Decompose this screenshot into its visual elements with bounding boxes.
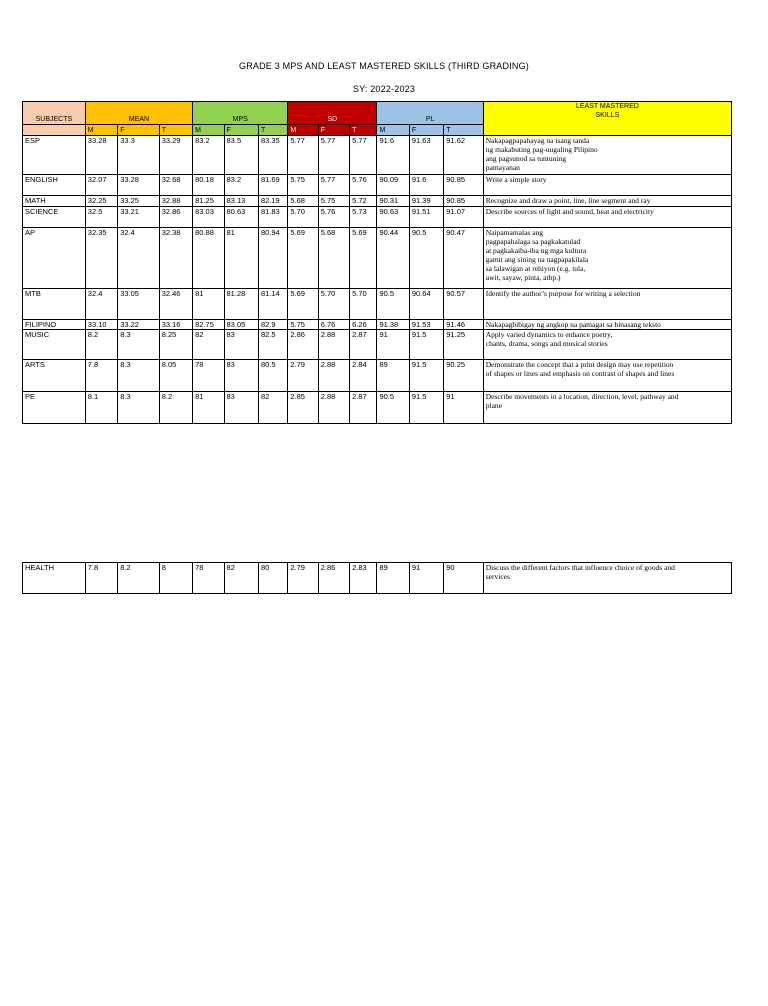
least-mastered-skill-cell: Recognize and draw a point, line, line segment and ray	[483, 196, 731, 207]
mps-m-cell: 80.88	[193, 228, 224, 289]
header-mps-m: M	[193, 125, 224, 136]
mps-m-cell: 81	[193, 289, 224, 320]
mps-m-cell: 78	[193, 360, 224, 392]
mean-m-cell: 32.35	[85, 228, 117, 289]
least-mastered-skill-cell: Apply varied dynamics to enhance poetry, chants, drama, songs and musical stories	[483, 330, 731, 360]
header-mean: MEAN	[85, 102, 192, 125]
sd-t-cell: 5.73	[350, 207, 377, 228]
pl-f-cell: 91.53	[409, 320, 443, 330]
mean-f-cell: 33.25	[118, 196, 160, 207]
table-row	[23, 289, 732, 320]
sd-f-cell: 5.68	[318, 228, 349, 289]
sd-f-cell: 2.86	[318, 563, 349, 594]
mps-f-cell: 81	[224, 228, 258, 289]
pl-f-cell: 91.5	[409, 392, 443, 424]
sd-t-cell: 2.87	[350, 392, 377, 424]
sd-m-cell: 5.75	[288, 175, 318, 196]
mean-t-cell: 32.68	[159, 175, 192, 196]
document-subtitle: SY: 2022-2023	[352, 84, 416, 94]
mean-m-cell: 7.8	[85, 563, 117, 594]
sd-f-cell: 5.75	[318, 196, 349, 207]
pl-m-cell: 91.6	[377, 136, 409, 175]
least-mastered-skill-cell: Nakapagpapahayag na isang tanda ng makabuting pag-uugaling Pilipino ang pagsunod sa tuntuning pamayanan	[483, 136, 731, 175]
mean-f-cell: 33.3	[118, 136, 160, 175]
mps-table	[22, 101, 732, 424]
mean-t-cell: 8.05	[159, 360, 192, 392]
mean-f-cell: 33.28	[118, 175, 160, 196]
sd-m-cell: 5.68	[288, 196, 318, 207]
least-mastered-skill-cell: Naipamamalas ang pagpapahalaga sa pagkakatulad at pagkakaiba-iba ng mga kultura gamit ang sining na nagpapakilala sa lalawigan at rehiyon (e.g. tula, awit, sayaw, pinta, atbp.)	[483, 228, 731, 289]
sd-m-cell: 2.79	[288, 360, 318, 392]
sd-m-cell: 5.69	[288, 228, 318, 289]
mps-m-cell: 80.18	[193, 175, 224, 196]
health-table	[22, 562, 732, 594]
mean-t-cell: 8	[159, 563, 192, 594]
mean-t-cell: 33.16	[159, 320, 192, 330]
sd-f-cell: 5.77	[318, 136, 349, 175]
header-pl: PL	[377, 102, 483, 125]
mps-t-cell: 82	[258, 392, 287, 424]
header-mean-t: T	[159, 125, 192, 136]
table-row	[23, 392, 732, 424]
sd-t-cell: 5.70	[350, 289, 377, 320]
subject-cell: AP	[23, 228, 86, 289]
sd-m-cell: 2.79	[288, 563, 318, 594]
sd-m-cell: 5.70	[288, 207, 318, 228]
mps-f-cell: 80.63	[224, 207, 258, 228]
header-mps-t: T	[258, 125, 287, 136]
header-pl-f: F	[409, 125, 443, 136]
sd-m-cell: 2.86	[288, 330, 318, 360]
table-row	[23, 175, 732, 196]
table-row	[23, 320, 732, 330]
subject-cell: MATH	[23, 196, 86, 207]
pl-t-cell: 90.85	[444, 175, 484, 196]
mean-t-cell: 32.88	[159, 196, 192, 207]
header-subjects-sub	[23, 125, 86, 136]
sd-t-cell: 5.76	[350, 175, 377, 196]
subject-cell: HEALTH	[23, 563, 86, 594]
least-mastered-skill-cell: Describe movements in a location, direction, level, pathway and plane	[483, 392, 731, 424]
header-sd-f: F	[318, 125, 349, 136]
pl-f-cell: 91.51	[409, 207, 443, 228]
mean-m-cell: 33.28	[85, 136, 117, 175]
header-sd-m: M	[288, 125, 318, 136]
pl-m-cell: 90.5	[377, 392, 409, 424]
mps-m-cell: 81	[193, 392, 224, 424]
mps-t-cell: 81.14	[258, 289, 287, 320]
mps-m-cell: 78	[193, 563, 224, 594]
mean-m-cell: 32.5	[85, 207, 117, 228]
mps-f-cell: 83	[224, 330, 258, 360]
mean-f-cell: 33.22	[118, 320, 160, 330]
table-row	[23, 136, 732, 175]
mps-t-cell: 81.83	[258, 207, 287, 228]
mean-m-cell: 32.4	[85, 289, 117, 320]
sd-m-cell: 5.77	[288, 136, 318, 175]
subject-cell: MUSIC	[23, 330, 86, 360]
pl-m-cell: 90.63	[377, 207, 409, 228]
mean-f-cell: 33.21	[118, 207, 160, 228]
mean-t-cell: 32.46	[159, 289, 192, 320]
mps-f-cell: 83	[224, 392, 258, 424]
mps-m-cell: 83.03	[193, 207, 224, 228]
pl-f-cell: 90.5	[409, 228, 443, 289]
mean-f-cell: 8.2	[118, 563, 160, 594]
pl-f-cell: 91.5	[409, 360, 443, 392]
sd-t-cell: 5.77	[350, 136, 377, 175]
pl-t-cell: 91.46	[444, 320, 484, 330]
mps-t-cell: 80.5	[258, 360, 287, 392]
mps-f-cell: 83.13	[224, 196, 258, 207]
mps-t-cell: 80	[258, 563, 287, 594]
pl-t-cell: 91.62	[444, 136, 484, 175]
mean-t-cell: 32.86	[159, 207, 192, 228]
pl-m-cell: 90.31	[377, 196, 409, 207]
mps-f-cell: 82	[224, 563, 258, 594]
mps-f-cell: 81.28	[224, 289, 258, 320]
mps-f-cell: 83.5	[224, 136, 258, 175]
sd-f-cell: 2.88	[318, 360, 349, 392]
document-title: GRADE 3 MPS AND LEAST MASTERED SKILLS (THIRD GRADING)	[239, 61, 529, 71]
pl-f-cell: 91	[409, 563, 443, 594]
mps-m-cell: 82.75	[193, 320, 224, 330]
mean-m-cell: 33.10	[85, 320, 117, 330]
pl-t-cell: 90	[444, 563, 484, 594]
subject-cell: PE	[23, 392, 86, 424]
sd-f-cell: 2.88	[318, 392, 349, 424]
header-mean-m: M	[85, 125, 117, 136]
mean-t-cell: 8.25	[159, 330, 192, 360]
pl-f-cell: 91.5	[409, 330, 443, 360]
mean-f-cell: 33.05	[118, 289, 160, 320]
pl-t-cell: 90.25	[444, 360, 484, 392]
sd-m-cell: 2.85	[288, 392, 318, 424]
table-row	[23, 196, 732, 207]
pl-m-cell: 89	[377, 360, 409, 392]
mean-m-cell: 32.25	[85, 196, 117, 207]
sd-f-cell: 5.76	[318, 207, 349, 228]
pl-f-cell: 90.64	[409, 289, 443, 320]
subject-cell: SCIENCE	[23, 207, 86, 228]
sd-f-cell: 2.88	[318, 330, 349, 360]
subject-cell: MTB	[23, 289, 86, 320]
header-mps-f: F	[224, 125, 258, 136]
least-mastered-skill-cell: Demonstrate the concept that a print design may use repetition of shapes or lines and emphasis on contrast of shapes and lines	[483, 360, 731, 392]
mps-m-cell: 83.2	[193, 136, 224, 175]
pl-f-cell: 91.39	[409, 196, 443, 207]
sd-f-cell: 5.77	[318, 175, 349, 196]
mean-f-cell: 8.3	[118, 392, 160, 424]
subject-cell: FILIPINO	[23, 320, 86, 330]
mean-f-cell: 8.3	[118, 330, 160, 360]
pl-t-cell: 90.85	[444, 196, 484, 207]
mean-t-cell: 8.2	[159, 392, 192, 424]
table-row	[23, 207, 732, 228]
mps-t-cell: 80.94	[258, 228, 287, 289]
pl-t-cell: 91.07	[444, 207, 484, 228]
pl-m-cell: 90.09	[377, 175, 409, 196]
mps-f-cell: 83	[224, 360, 258, 392]
sd-t-cell: 2.87	[350, 330, 377, 360]
sd-t-cell: 2.83	[350, 563, 377, 594]
mps-f-cell: 83.2	[224, 175, 258, 196]
subject-cell: ENGLISH	[23, 175, 86, 196]
header-mps: MPS	[193, 102, 288, 125]
sd-m-cell: 5.69	[288, 289, 318, 320]
pl-f-cell: 91.6	[409, 175, 443, 196]
mean-m-cell: 8.2	[85, 330, 117, 360]
sd-t-cell: 2.84	[350, 360, 377, 392]
least-mastered-skill-cell: Identify the author’s purpose for writing a selection	[483, 289, 731, 320]
least-mastered-skill-cell: Write a simple story	[483, 175, 731, 196]
table-row	[23, 228, 732, 289]
header-subjects: SUBJECTS	[23, 102, 86, 125]
header-mean-f: F	[118, 125, 160, 136]
subject-cell: ARTS	[23, 360, 86, 392]
mps-t-cell: 81.69	[258, 175, 287, 196]
pl-m-cell: 91.38	[377, 320, 409, 330]
pl-m-cell: 90.44	[377, 228, 409, 289]
header-sd-t: T	[350, 125, 377, 136]
pl-m-cell: 90.5	[377, 289, 409, 320]
mean-m-cell: 8.1	[85, 392, 117, 424]
mean-t-cell: 32.38	[159, 228, 192, 289]
sd-t-cell: 5.72	[350, 196, 377, 207]
mean-m-cell: 7.8	[85, 360, 117, 392]
mps-f-cell: 83.05	[224, 320, 258, 330]
subject-cell: ESP	[23, 136, 86, 175]
sd-f-cell: 6.76	[318, 320, 349, 330]
table-row	[23, 330, 732, 360]
mean-m-cell: 32.07	[85, 175, 117, 196]
sd-m-cell: 5.75	[288, 320, 318, 330]
least-mastered-skill-cell: Describe sources of light and sound, heat and electricity	[483, 207, 731, 228]
header-least-mastered-skills: LEAST MASTERED SKILLS	[483, 102, 731, 136]
mean-f-cell: 32.4	[118, 228, 160, 289]
mean-f-cell: 8.3	[118, 360, 160, 392]
sd-t-cell: 6.26	[350, 320, 377, 330]
least-mastered-skill-cell: Discuss the different factors that influence choice of goods and services	[483, 563, 731, 594]
table-row	[23, 563, 732, 594]
mps-t-cell: 82.19	[258, 196, 287, 207]
least-mastered-skill-cell: Nakapagbibigay ng angkop na pamagat sa binasang teksto	[483, 320, 731, 330]
table-row	[23, 360, 732, 392]
pl-t-cell: 91	[444, 392, 484, 424]
mps-m-cell: 82	[193, 330, 224, 360]
mps-t-cell: 82.5	[258, 330, 287, 360]
sd-t-cell: 5.69	[350, 228, 377, 289]
mps-m-cell: 81.25	[193, 196, 224, 207]
mps-t-cell: 83.35	[258, 136, 287, 175]
pl-m-cell: 89	[377, 563, 409, 594]
header-pl-m: M	[377, 125, 409, 136]
header-sd: SD	[288, 102, 377, 125]
header-pl-t: T	[444, 125, 484, 136]
mean-t-cell: 33.29	[159, 136, 192, 175]
pl-t-cell: 90.57	[444, 289, 484, 320]
pl-t-cell: 90.47	[444, 228, 484, 289]
sd-f-cell: 5.70	[318, 289, 349, 320]
pl-m-cell: 91	[377, 330, 409, 360]
pl-f-cell: 91.63	[409, 136, 443, 175]
pl-t-cell: 91.25	[444, 330, 484, 360]
mps-t-cell: 82.9	[258, 320, 287, 330]
